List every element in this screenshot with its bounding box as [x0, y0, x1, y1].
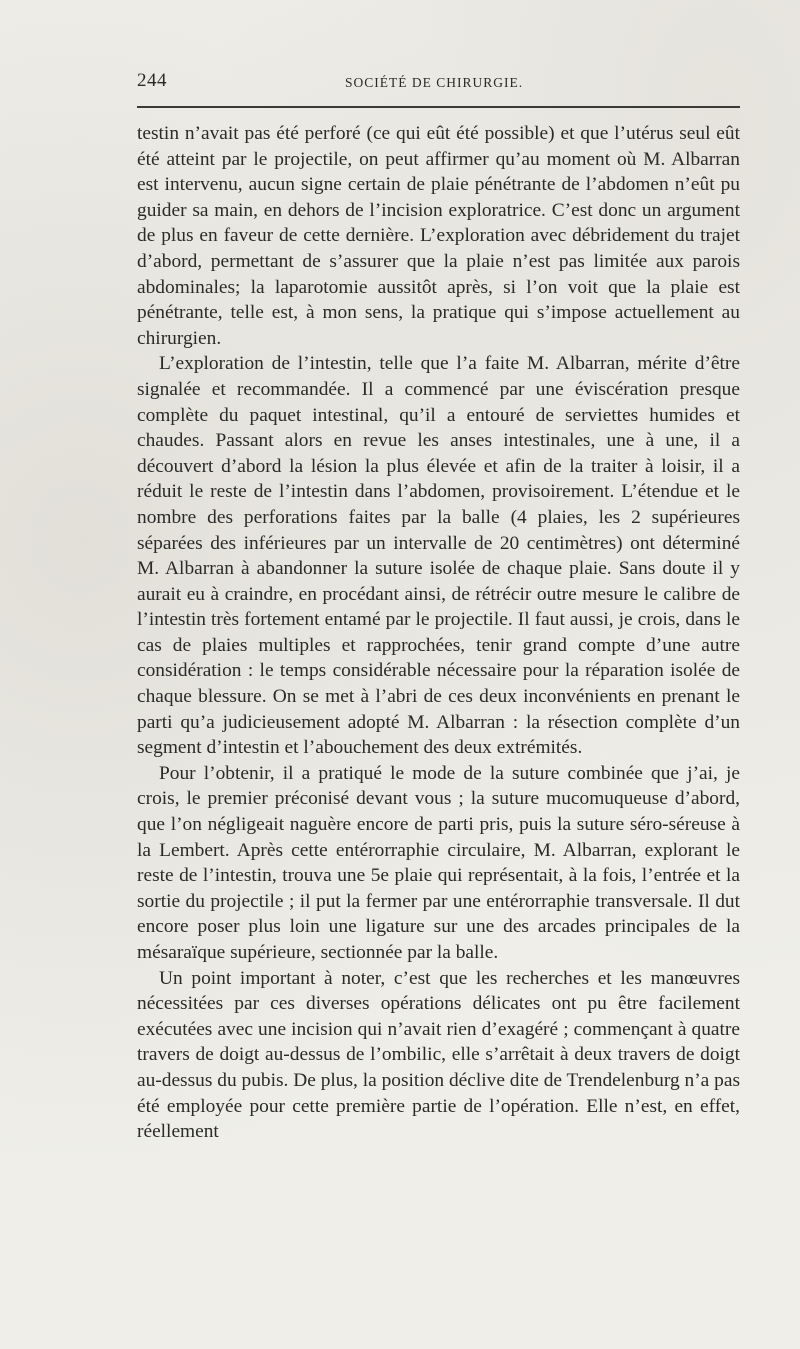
- paragraph-3: Pour l’obtenir, il a pratiqué le mode de la suture combinée que j’ai, je crois, le premier préconisé devant vous ; la suture mucomuqueuse d’abord, que l’on négligeait naguère encore de parti pris, puis la suture séro-séreuse à la Lembert. Après cette entérorraphie circulaire, M. Albarran, explorant le reste de l’intestin, trouva une 5e plaie qui représentait, à la fois, l’entrée et la sortie du projectile ; il put la fermer par une entérorraphie transversale. Il dut encore poser plus loin une ligature sur une des arcades principales de la mésaraïque supérieure, sectionnée par la balle.: [137, 762, 740, 963]
- header-rule: [137, 106, 740, 108]
- page-number: 244: [137, 70, 167, 91]
- body-text: [137, 121, 740, 1145]
- page-header: [137, 70, 740, 100]
- running-title: SOCIÉTÉ DE CHIRURGIE.: [345, 75, 524, 90]
- paragraph-2: L’exploration de l’intestin, telle que l’a faite M. Albarran, mérite d’être signalée et recommandée. Il a commencé par une éviscération presque complète du paquet intestinal, qu’il a entouré de serviettes humides et chaudes. Passant alors en revue les anses intestinales, une à une, il a découvert d’abord la lésion la plus élevée et afin de la traiter à loisir, il a réduit le reste de l’intestin dans l’abdomen, provisoirement. L’étendue et le nombre des perforations faites par la balle (4 plaies, les 2 supérieures séparées des inférieures par un intervalle de 20 centimètres) ont déterminé M. Albarran à abandonner la suture isolée de chaque plaie. Sans doute il y aurait eu à craindre, en procédant ainsi, de rétrécir outre mesure le calibre de l’intestin très fortement entamé par le projectile. Il faut aussi, je crois, dans le cas de plaies multiples et rapprochées, tenir grand compte d’une autre considération : le temps considérable nécessaire pour la réparation isolée de chaque blessure. On se met à l’abri de ces deux inconvénients en prenant le parti qu’a judicieusement adopté M. Albarran : la résection complète d’un segment d’intestin et l’abouchement des deux extrémités.: [137, 353, 740, 759]
- paragraph-1: testin n’avait pas été perforé (ce qui eût été possible) et que l’utérus seul eût été atteint par le projectile, on peut affirmer qu’au moment où M. Albarran est intervenu, aucun signe certain de plaie pénétrante de l’abdomen n’eût pu guider sa main, en dehors de l’incision exploratrice. C’est donc un argument de plus en faveur de cette dernière. L’exploration avec débridement du trajet d’abord, permettant de s’assurer que la plaie n’est pas limitée aux parois abdominales; la laparotomie aussitôt après, si l’on voit que la plaie est pénétrante, telle est, à mon sens, la pratique qui s’impose actuellement au chirurgien.: [137, 123, 740, 349]
- paragraph-4: Un point important à noter, c’est que les recherches et les manœuvres nécessitées par ces diverses opérations délicates ont pu être facilement exécutées avec une incision qui n’avait rien d’exagéré ; commençant à quatre travers de doigt au-dessus de l’ombilic, elle s’arrêtait à deux travers de doigt au-dessus du pubis. De plus, la position déclive dite de Trendelenburg n’a pas été employée pour cette première partie de l’opération. Elle n’est, en effet, réellement: [137, 967, 740, 1143]
